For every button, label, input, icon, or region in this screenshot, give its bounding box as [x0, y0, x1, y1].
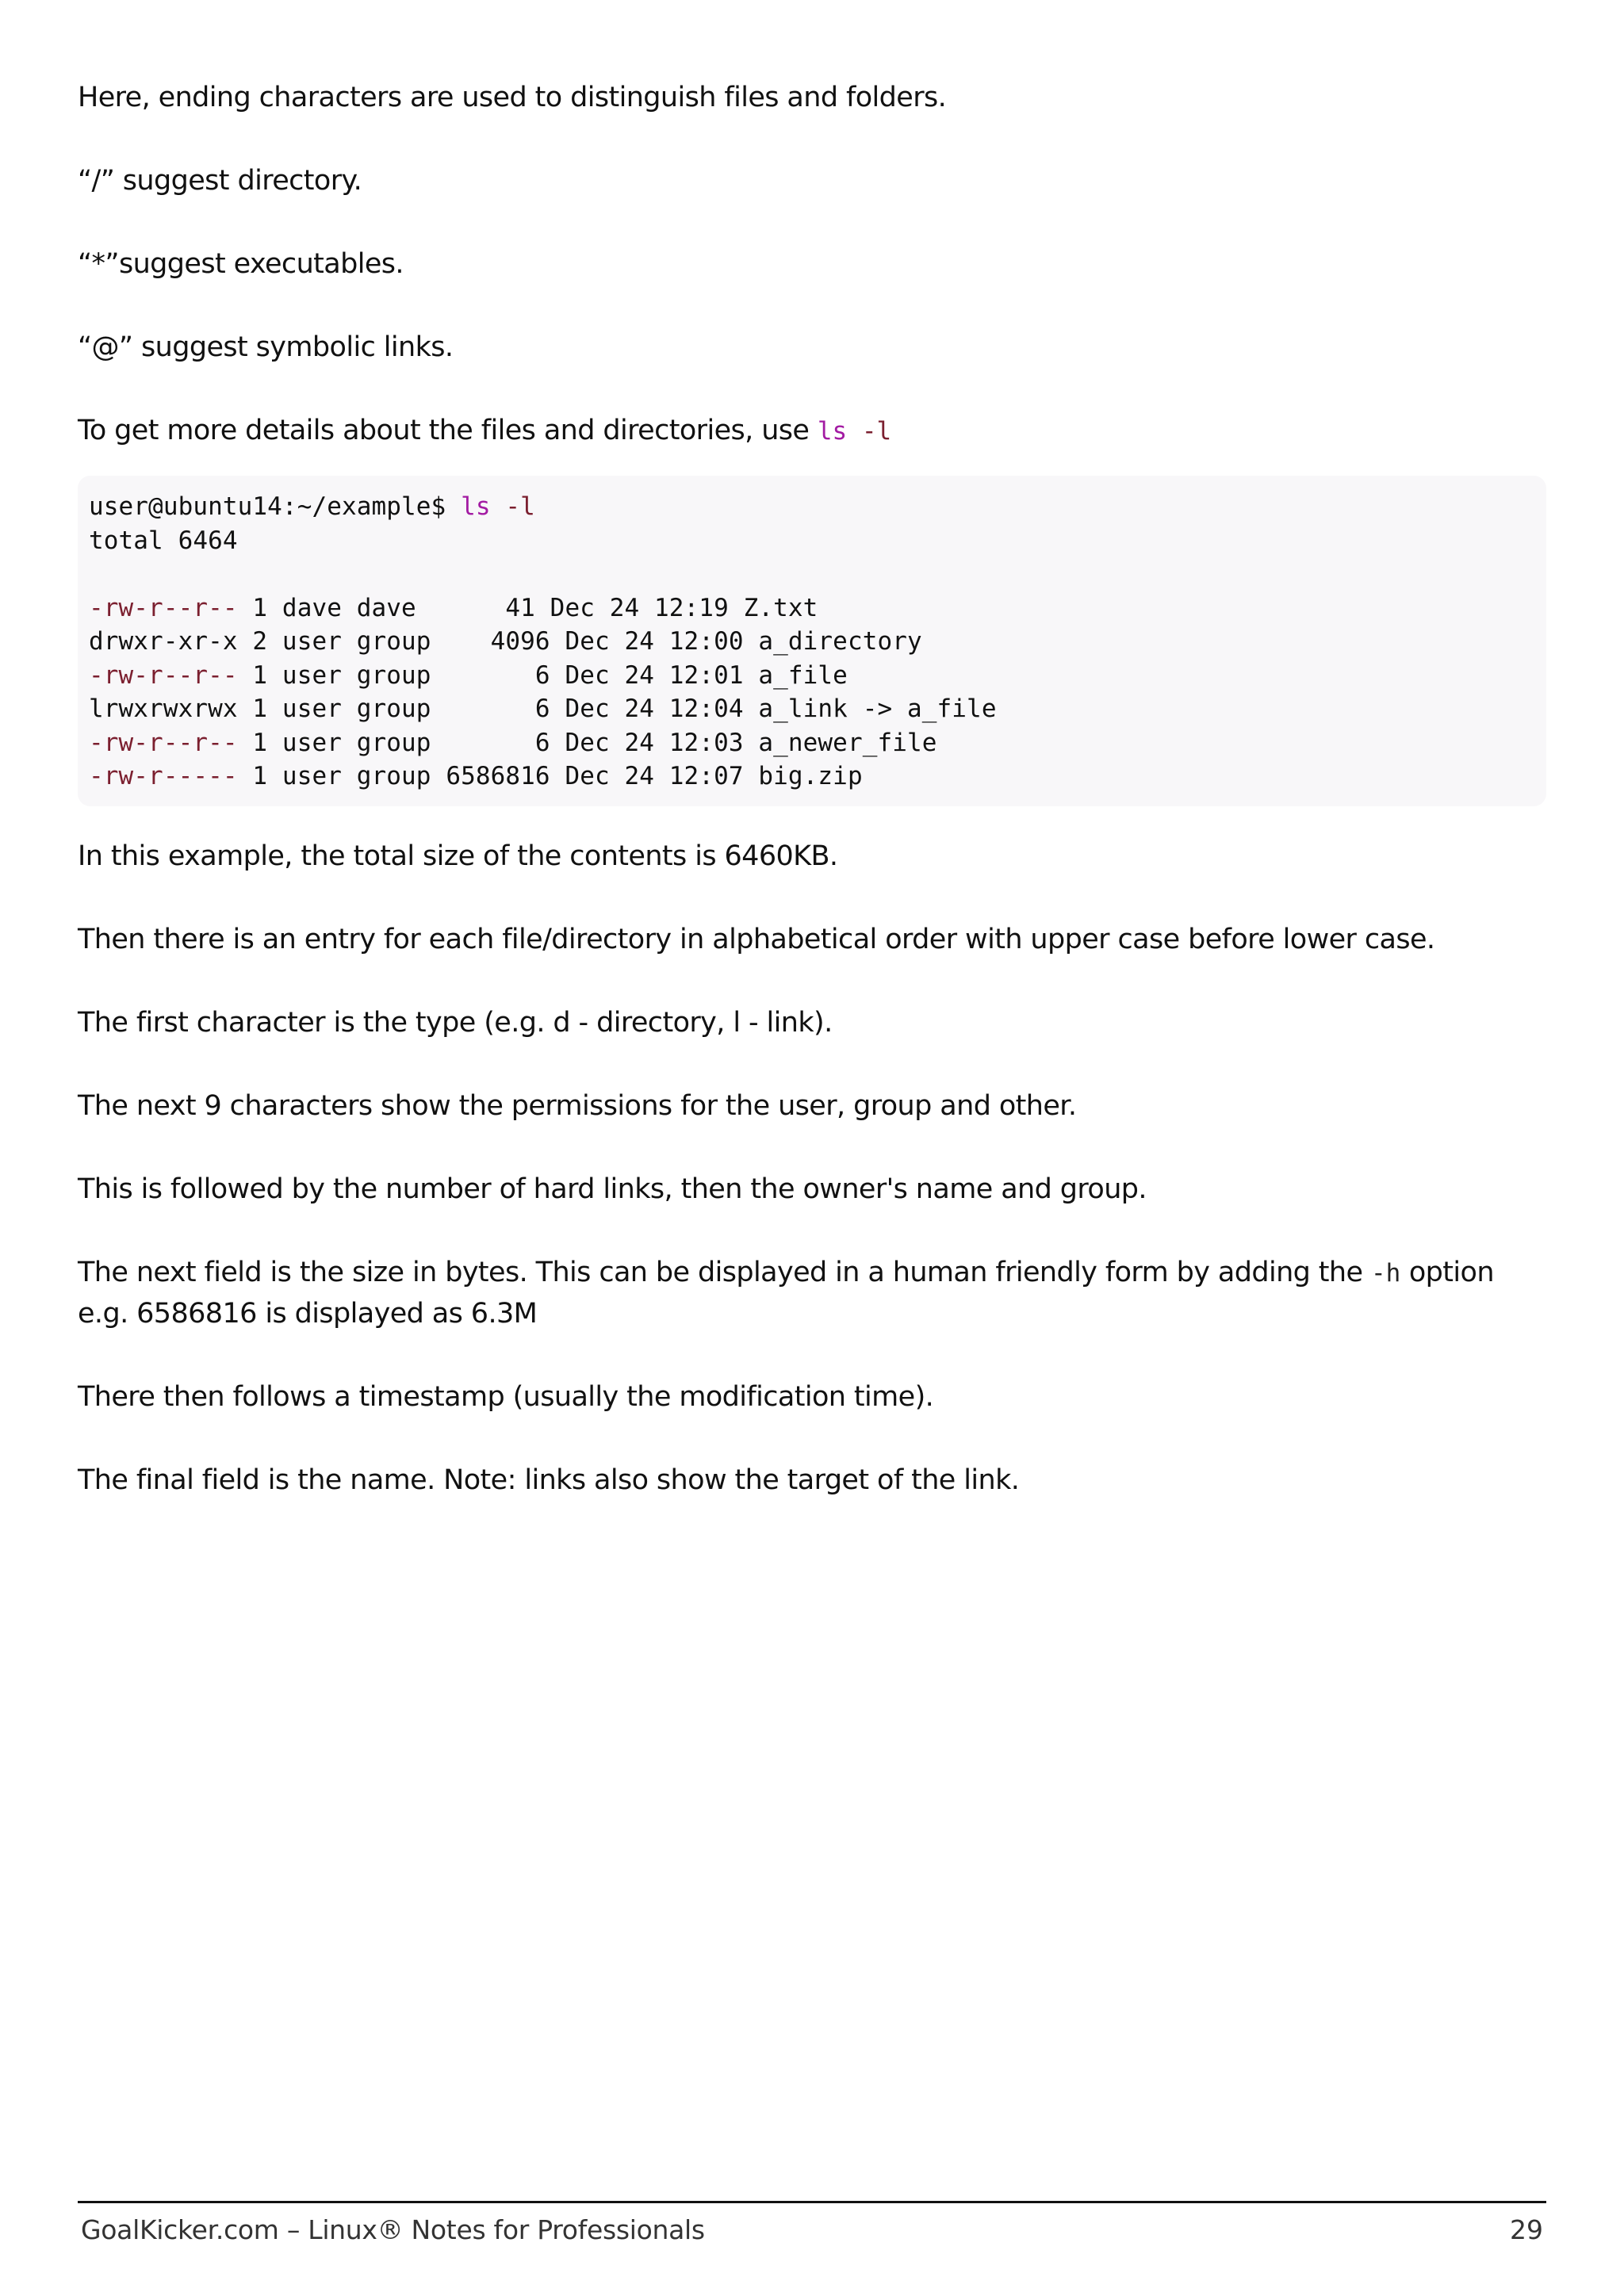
intro-text: To get more details about the files and directories, use — [78, 415, 818, 446]
paragraph-ls-l-intro — [78, 411, 1546, 452]
code-row-details: 1 dave dave 41 Dec 24 12:19 Z.txt — [237, 593, 818, 622]
code-row-details: 1 user group 6 Dec 24 12:01 a_file — [237, 660, 848, 690]
code-row-permissions: drwxr-xr-x — [89, 627, 238, 656]
footer-source: GoalKicker.com – Linux® Notes for Professionals — [81, 2214, 705, 2245]
paragraph-star-executables: “*”suggest executables. — [78, 248, 404, 280]
code-row — [89, 625, 1535, 659]
paragraph-slash-directory: “/” suggest directory. — [78, 165, 362, 197]
code-row — [89, 760, 1535, 794]
code-row — [89, 659, 1535, 693]
code-row-details: 1 user group 6586816 Dec 24 12:07 big.zip — [237, 762, 863, 790]
code-blank-line — [89, 557, 1535, 591]
code-command: ls — [461, 492, 491, 521]
page-number: 29 — [1510, 2214, 1543, 2245]
size-text-before: The next field is the size in bytes. This can be displayed in a human friendly form by adding the — [78, 1256, 1371, 1288]
size-text-after: option e.g. 6586816 is displayed as 6.3M — [78, 1256, 1494, 1330]
terminal-code-block — [78, 476, 1546, 806]
code-row-details: 1 user group 6 Dec 24 12:04 a_link -> a_file — [237, 695, 997, 723]
paragraph-total-size: In this example, the total size of the contents is 6460KB. — [78, 840, 838, 872]
code-row-permissions: -rw-r----- — [89, 762, 238, 790]
paragraph-permissions: The next 9 characters show the permissions for the user, group and other. — [78, 1089, 1077, 1122]
code-row-permissions: -rw-r--r-- — [89, 593, 238, 622]
code-total-line: total 6464 — [89, 526, 238, 555]
code-prompt: user@ubuntu14:~/example$ — [89, 492, 462, 521]
code-prompt-line — [89, 490, 1535, 524]
code-row — [89, 591, 1535, 626]
code-row-details: 2 user group 4096 Dec 24 12:00 a_directory — [237, 627, 922, 656]
paragraph-timestamp: There then follows a timestamp (usually the modification time). — [78, 1380, 934, 1413]
inline-command: ls — [817, 417, 848, 446]
paragraph-ending-characters: Here, ending characters are used to distinguish files and folders. — [78, 82, 947, 113]
code-flag: -l — [505, 492, 535, 521]
paragraph-first-character: The first character is the type (e.g. d - directory, l - link). — [78, 1006, 833, 1039]
inline-flag: -l — [861, 417, 892, 446]
code-row-permissions: -rw-r--r-- — [89, 660, 238, 690]
inline-option-h: -h — [1370, 1258, 1401, 1288]
page-content — [78, 78, 1546, 1544]
paragraph-alphabetical-order: Then there is an entry for each file/directory in alphabetical order with upper case before lower case. — [78, 923, 1435, 955]
paragraph-at-symlinks: “@” suggest symbolic links. — [78, 331, 454, 363]
code-row-details: 1 user group 6 Dec 24 12:03 a_newer_file — [237, 728, 937, 757]
inline-command-ls-l — [818, 417, 891, 446]
code-row — [89, 692, 1535, 726]
page-footer — [78, 2201, 1546, 2245]
paragraph-name-field: The final field is the name. Note: links also show the target of the link. — [78, 1464, 1020, 1496]
code-row-permissions: lrwxrwxrwx — [89, 695, 238, 723]
paragraph-hard-links: This is followed by the number of hard links, then the owner's name and group. — [78, 1173, 1147, 1205]
paragraph-size-field — [78, 1253, 1546, 1334]
code-row-permissions: -rw-r--r-- — [89, 728, 238, 757]
code-row — [89, 726, 1535, 760]
